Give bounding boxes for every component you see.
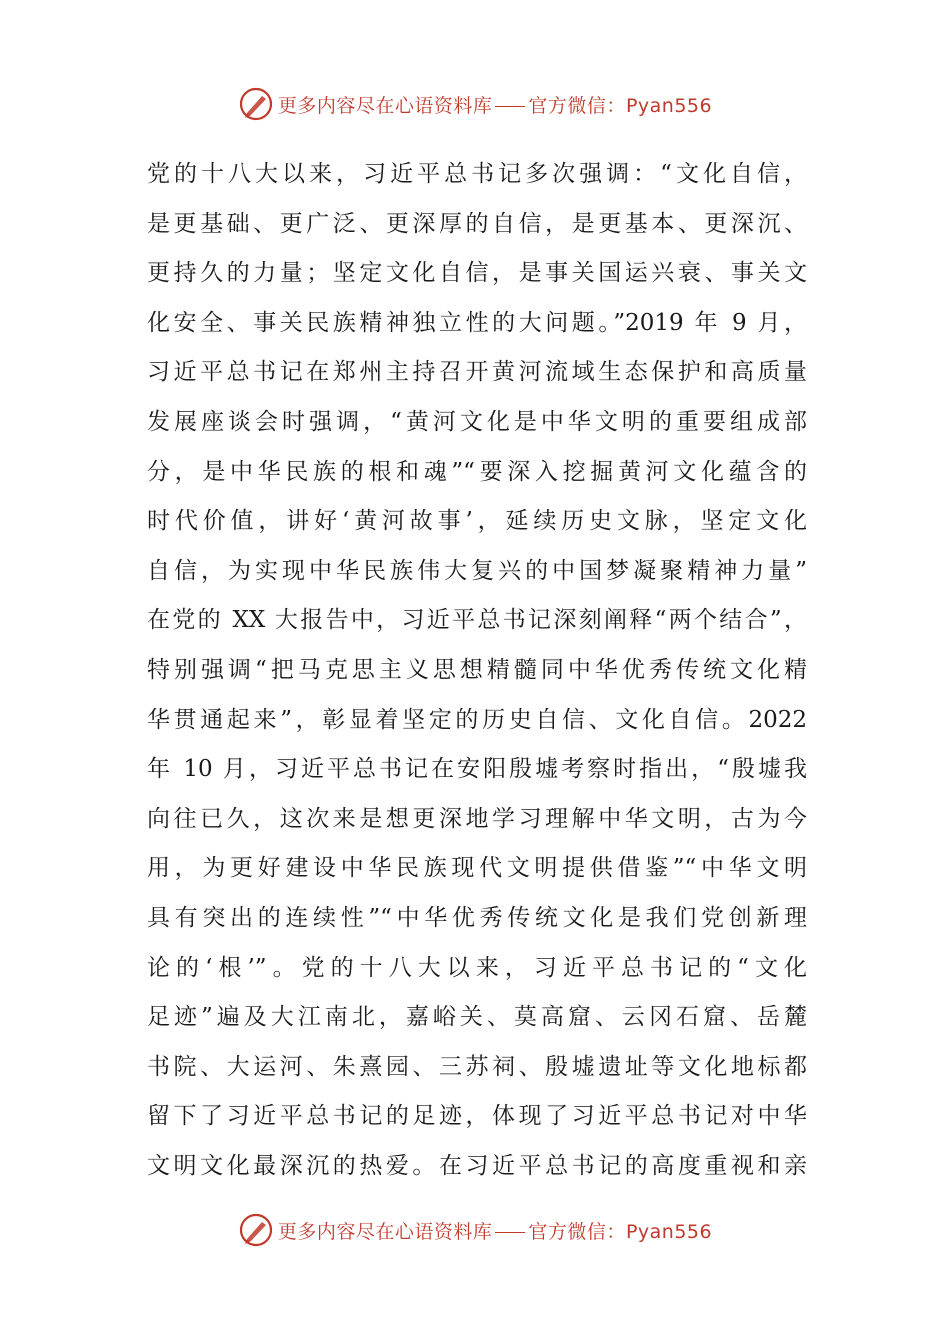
- text-line: 论的‘根’”。党的十八大以来，习近平总书记的“文化: [147, 954, 807, 981]
- banner-text: [278, 1217, 712, 1244]
- text-line: 书院、大运河、朱熹园、三苏祠、殷墟遗址等文化地标都: [147, 1053, 807, 1080]
- text-line: 用，为更好建设中华民族现代文明提供借鉴”“中华文明: [147, 855, 807, 882]
- text-line: 文明文化最深沉的热爱。在习近平总书记的高度重视和亲: [147, 1152, 807, 1179]
- banner-dash: [495, 106, 525, 107]
- text-line: 留下了习近平总书记的足迹，体现了习近平总书记对中华: [147, 1103, 807, 1130]
- text-line: 时代价值，讲好‘黄河故事’，延续历史文脉，坚定文化: [147, 508, 807, 535]
- text-line: 向往已久，这次来是想更深地学习理解中华文明，古为今: [147, 805, 807, 832]
- footer-banner: [0, 1208, 950, 1252]
- text-line: 足迹”遍及大江南北，嘉峪关、莫高窟、云冈石窟、岳麓: [147, 1004, 807, 1031]
- header-banner: [0, 82, 950, 126]
- text-line: 是更基础、更广泛、更深厚的自信，是更基本、更深沉、: [147, 210, 807, 237]
- banner-site-text: 更多内容尽在心语资料库: [277, 1220, 493, 1243]
- pen-circle-icon: [238, 86, 274, 122]
- banner-site-text: 更多内容尽在心语资料库: [277, 94, 493, 117]
- text-line: 自信，为实现中华民族伟大复兴的中国梦凝聚精神力量”: [147, 557, 807, 584]
- text-line: 在党的 XX 大报告中，习近平总书记深刻阐释“两个结合”，: [147, 607, 807, 634]
- document-body: [147, 150, 807, 1191]
- text-line: 化安全、事关民族精神独立性的大问题。”2019 年 9 月，: [147, 309, 807, 336]
- text-line: 党的十八大以来，习近平总书记多次强调：“文化自信，: [147, 161, 807, 187]
- banner-wechat-id: Pyan556: [625, 94, 713, 117]
- text-line: 具有突出的连续性”“中华优秀传统文化是我们党创新理: [147, 904, 807, 931]
- banner-label: 官方微信：: [528, 1220, 626, 1243]
- pen-circle-icon: [238, 1212, 274, 1248]
- banner-wechat-id: Pyan556: [625, 1220, 713, 1243]
- text-line: 特别强调“把马克思主义思想精髓同中华优秀传统文化精: [147, 656, 807, 683]
- text-line: 更持久的力量；坚定文化自信，是事关国运兴衰、事关文: [147, 260, 807, 287]
- text-line: 华贯通起来”，彰显着坚定的历史自信、文化自信。2022: [147, 706, 807, 733]
- banner-text: [278, 91, 712, 118]
- banner-label: 官方微信：: [528, 94, 626, 117]
- banner-dash: [495, 1232, 525, 1233]
- text-line: 发展座谈会时强调，“黄河文化是中华文明的重要组成部: [147, 408, 807, 435]
- text-line: 分，是中华民族的根和魂”“要深入挖掘黄河文化蕴含的: [147, 458, 807, 485]
- text-line: 习近平总书记在郑州主持召开黄河流域生态保护和高质量: [147, 359, 807, 386]
- text-line: 年 10 月，习近平总书记在安阳殷墟考察时指出，“殷墟我: [147, 756, 807, 783]
